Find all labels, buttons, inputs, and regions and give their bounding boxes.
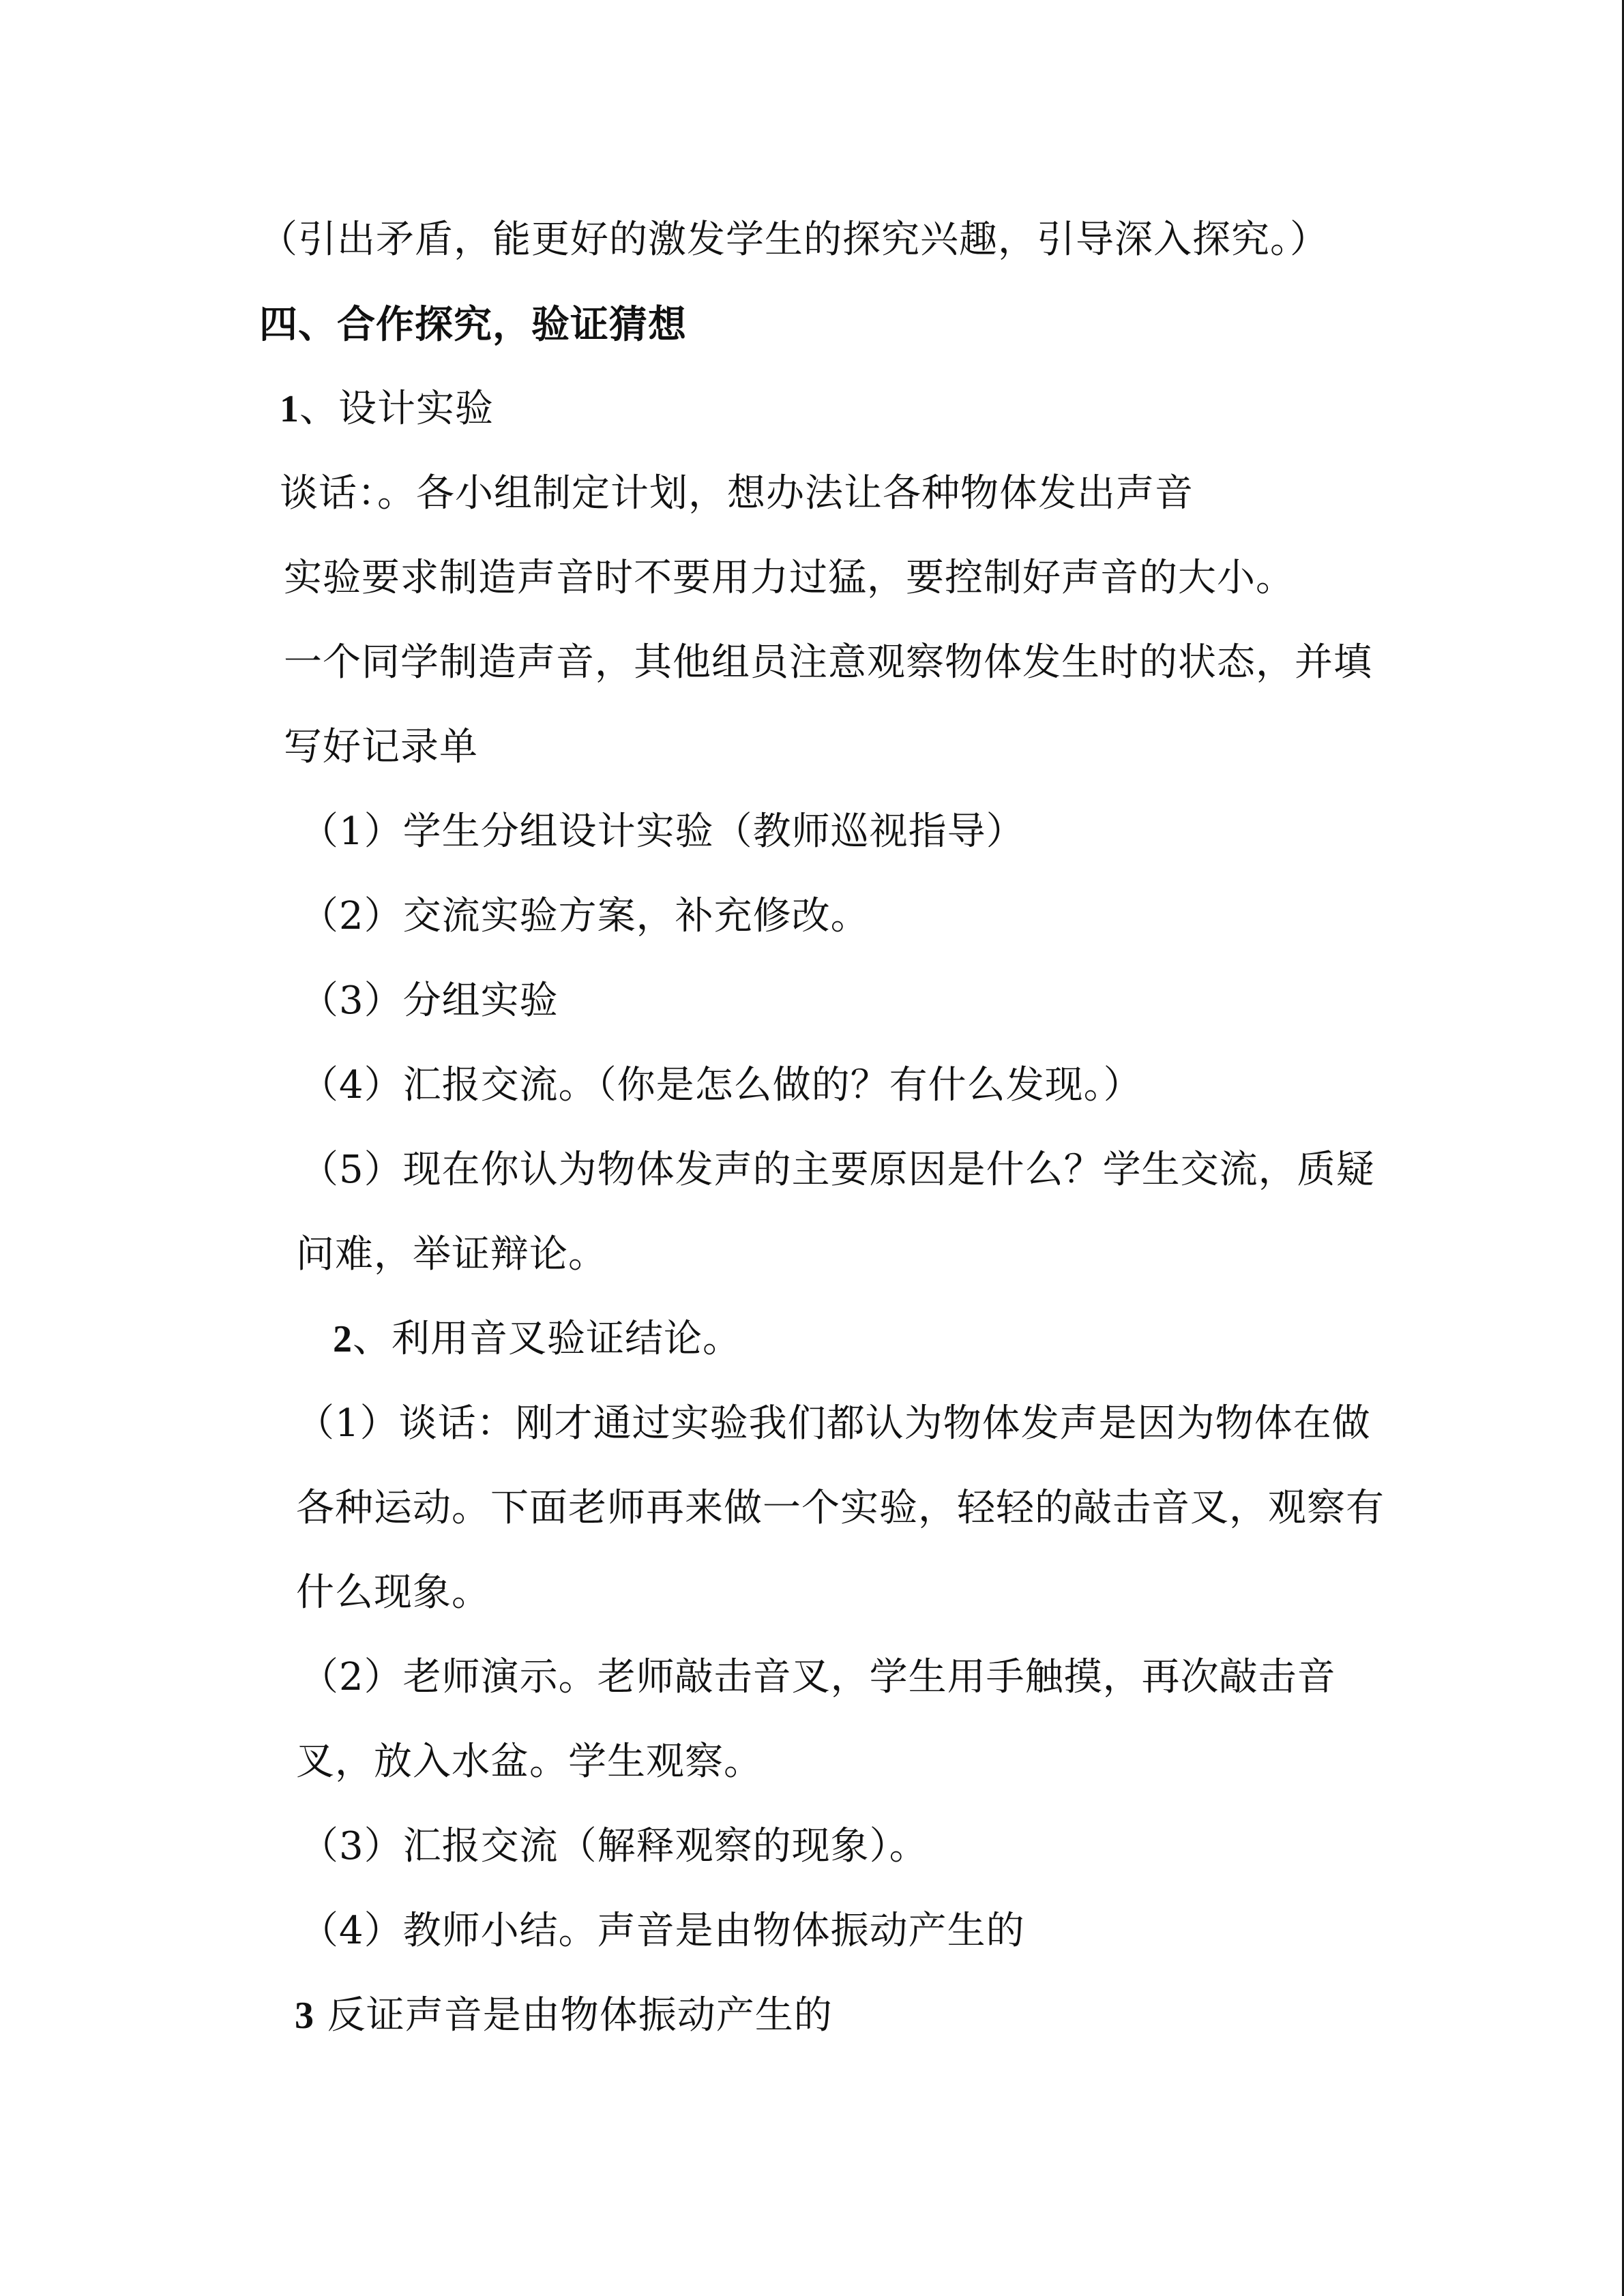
list-item: （3）分组实验 <box>300 979 559 1023</box>
note-line: （引出矛盾，能更好的激发学生的探究兴趣，引导深入探究。） <box>259 218 1329 262</box>
step-2-heading <box>333 1312 741 1367</box>
step-1-number: 1 <box>280 388 299 430</box>
list-item: （4）教师小结。声音是由物体振动产生的 <box>300 1909 1025 1953</box>
list-item: （4）汇报交流。（你是怎么做的？有什么发现。） <box>300 1063 1142 1107</box>
list-item: （1）谈话：刚才通过实验我们都认为物体发声是因为物体在做 <box>296 1401 1371 1446</box>
list-item-continuation: 叉，放入水盆。学生观察。 <box>296 1740 763 1784</box>
section-heading: 四、合作探究，验证猜想 <box>259 302 687 347</box>
step-1-heading <box>280 382 494 436</box>
paragraph-line: 实验要求制造声音时不要用力过猛，要控制好声音的大小。 <box>284 556 1295 600</box>
step-1-title: 、设计实验 <box>299 387 494 431</box>
paragraph-line: 谈话：。各小组制定计划，想办法让各种物体发出声音 <box>280 471 1194 516</box>
list-item-continuation: 各种运动。下面老师再来做一个实验，轻轻的敲击音叉，观察有 <box>296 1486 1385 1530</box>
step-2-number: 2 <box>333 1318 353 1360</box>
list-item-continuation: 问难，举证辩论。 <box>296 1232 607 1277</box>
step-3-number: 3 <box>295 1995 314 2037</box>
step-2-title: 、利用音叉验证结论。 <box>353 1317 741 1361</box>
paragraph-line: 一个同学制造声音，其他组员注意观察物体发生时的状态，并填 <box>284 640 1372 685</box>
list-item: （5）现在你认为物体发声的主要原因是什么？学生交流，质疑 <box>300 1148 1375 1192</box>
list-item: （3）汇报交流（解释观察的现象）。 <box>300 1824 928 1868</box>
paragraph-line: 写好记录单 <box>284 725 478 769</box>
step-3-heading <box>295 1988 833 2043</box>
step-3-title: 反证声音是由物体振动产生的 <box>314 1993 833 2038</box>
list-item: （2）老师演示。老师敲击音叉，学生用手触摸，再次敲击音 <box>300 1655 1336 1699</box>
list-item: （1）学生分组设计实验（教师巡视指导） <box>300 809 1025 854</box>
list-item: （2）交流实验方案，补充修改。 <box>300 894 870 938</box>
list-item-continuation: 什么现象。 <box>296 1570 490 1615</box>
